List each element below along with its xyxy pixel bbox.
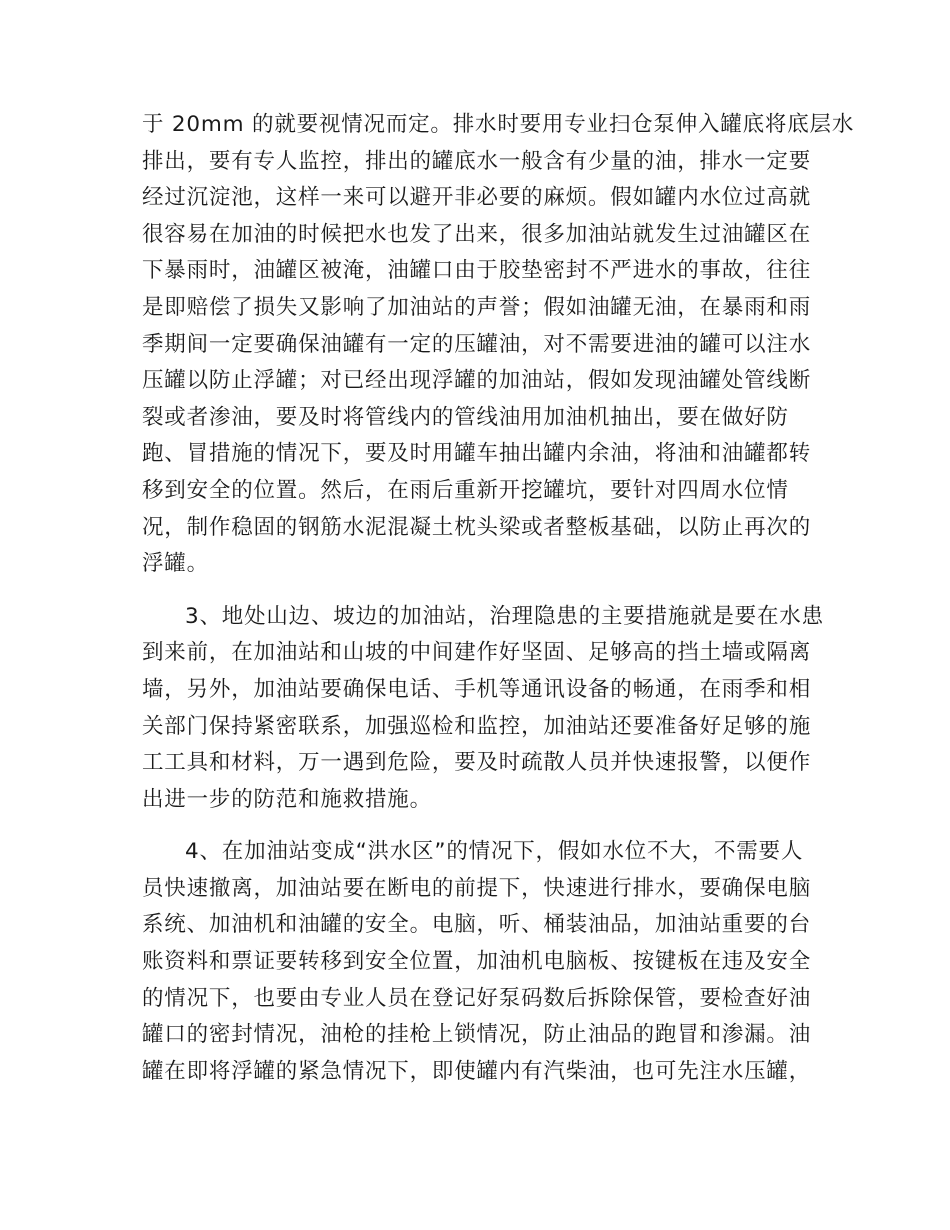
text-line: 账资料和票证要转移到安全位置，加油机电脑板、按键板在违及安全	[142, 949, 812, 975]
text-line: 墙，另外，加油站要确保电话、手机等通讯设备的畅通，在雨季和相	[142, 676, 812, 702]
paragraph-item-4	[142, 834, 810, 1090]
text-line: 3、地处山边、坡边的加油站，治理隐患的主要措施就是要在水患	[185, 603, 824, 629]
text-line: 系统、加油机和油罐的安全。电脑，听、桶装油品，加油站重要的台	[142, 912, 812, 938]
text-line: 很容易在加油的时候把水也发了出来，很多加油站就发生过油罐区在	[142, 221, 812, 247]
document-body	[142, 107, 855, 1106]
text-line: 浮罐。	[142, 551, 209, 577]
text-line: 下暴雨时，油罐区被淹，油罐口由于胶垫密封不严进水的事故，往往	[142, 258, 812, 284]
text-line: 排出，要有专人监控，排出的罐底水一般含有少量的油，排水一定要	[142, 148, 812, 174]
text-line: 关部门保持紧密联系，加强巡检和监控，加油站还要准备好足够的施	[142, 713, 812, 739]
text-line: 出进一步的防范和施救措施。	[142, 786, 432, 812]
text-line: 罐口的密封情况，油枪的挂枪上锁情况，防止油品的跑冒和渗漏。油	[142, 1022, 812, 1048]
paragraph-drainage	[142, 107, 855, 583]
text-line: 到来前，在加油站和山坡的中间建作好坚固、足够高的挡土墙或隔离	[142, 640, 812, 666]
text-line: 4、在加油站变成“洪水区”的情况下，假如水位不大，不需要人	[185, 839, 804, 865]
text-line: 经过沉淀池，这样一来可以避开非必要的麻烦。假如罐内水位过高就	[142, 185, 812, 211]
text-line: 压罐以防止浮罐；对已经出现浮罐的加油站，假如发现油罐处管线断	[142, 368, 812, 394]
text-line: 工工具和材料，万一遇到危险，要及时疏散人员并快速报警，以便作	[142, 750, 812, 776]
text-line: 的情况下，也要由专业人员在登记好泵码数后拆除保管，要检查好油	[142, 985, 812, 1011]
text-line: 是即赔偿了损失又影响了加油站的声誉；假如油罐无油，在暴雨和雨	[142, 294, 812, 320]
text-line: 跑、冒措施的情况下，要及时用罐车抽出罐内余油，将油和油罐都转	[142, 441, 812, 467]
text-line: 移到安全的位置。然后，在雨后重新开挖罐坑，要针对四周水位情	[142, 477, 789, 503]
text-line: 罐在即将浮罐的紧急情况下，即使罐内有汽柴油，也可先注水压罐，	[142, 1058, 812, 1084]
text-line: 员快速撤离，加油站要在断电的前提下，快速进行排水，要确保电脑	[142, 875, 812, 901]
text-line: 于 20mm 的就要视情况而定。排水时要用专业扫仓泵伸入罐底将底层水	[142, 112, 855, 137]
text-line: 裂或者渗油，要及时将管线内的管线油用加油机抽出，要在做好防	[142, 404, 789, 430]
text-line: 况，制作稳固的钢筋水泥混凝土枕头梁或者整板基础，以防止再次的	[142, 514, 812, 540]
text-line: 季期间一定要确保油罐有一定的压罐油，对不需要进油的罐可以注水	[142, 331, 812, 357]
paragraph-item-3	[142, 599, 824, 819]
